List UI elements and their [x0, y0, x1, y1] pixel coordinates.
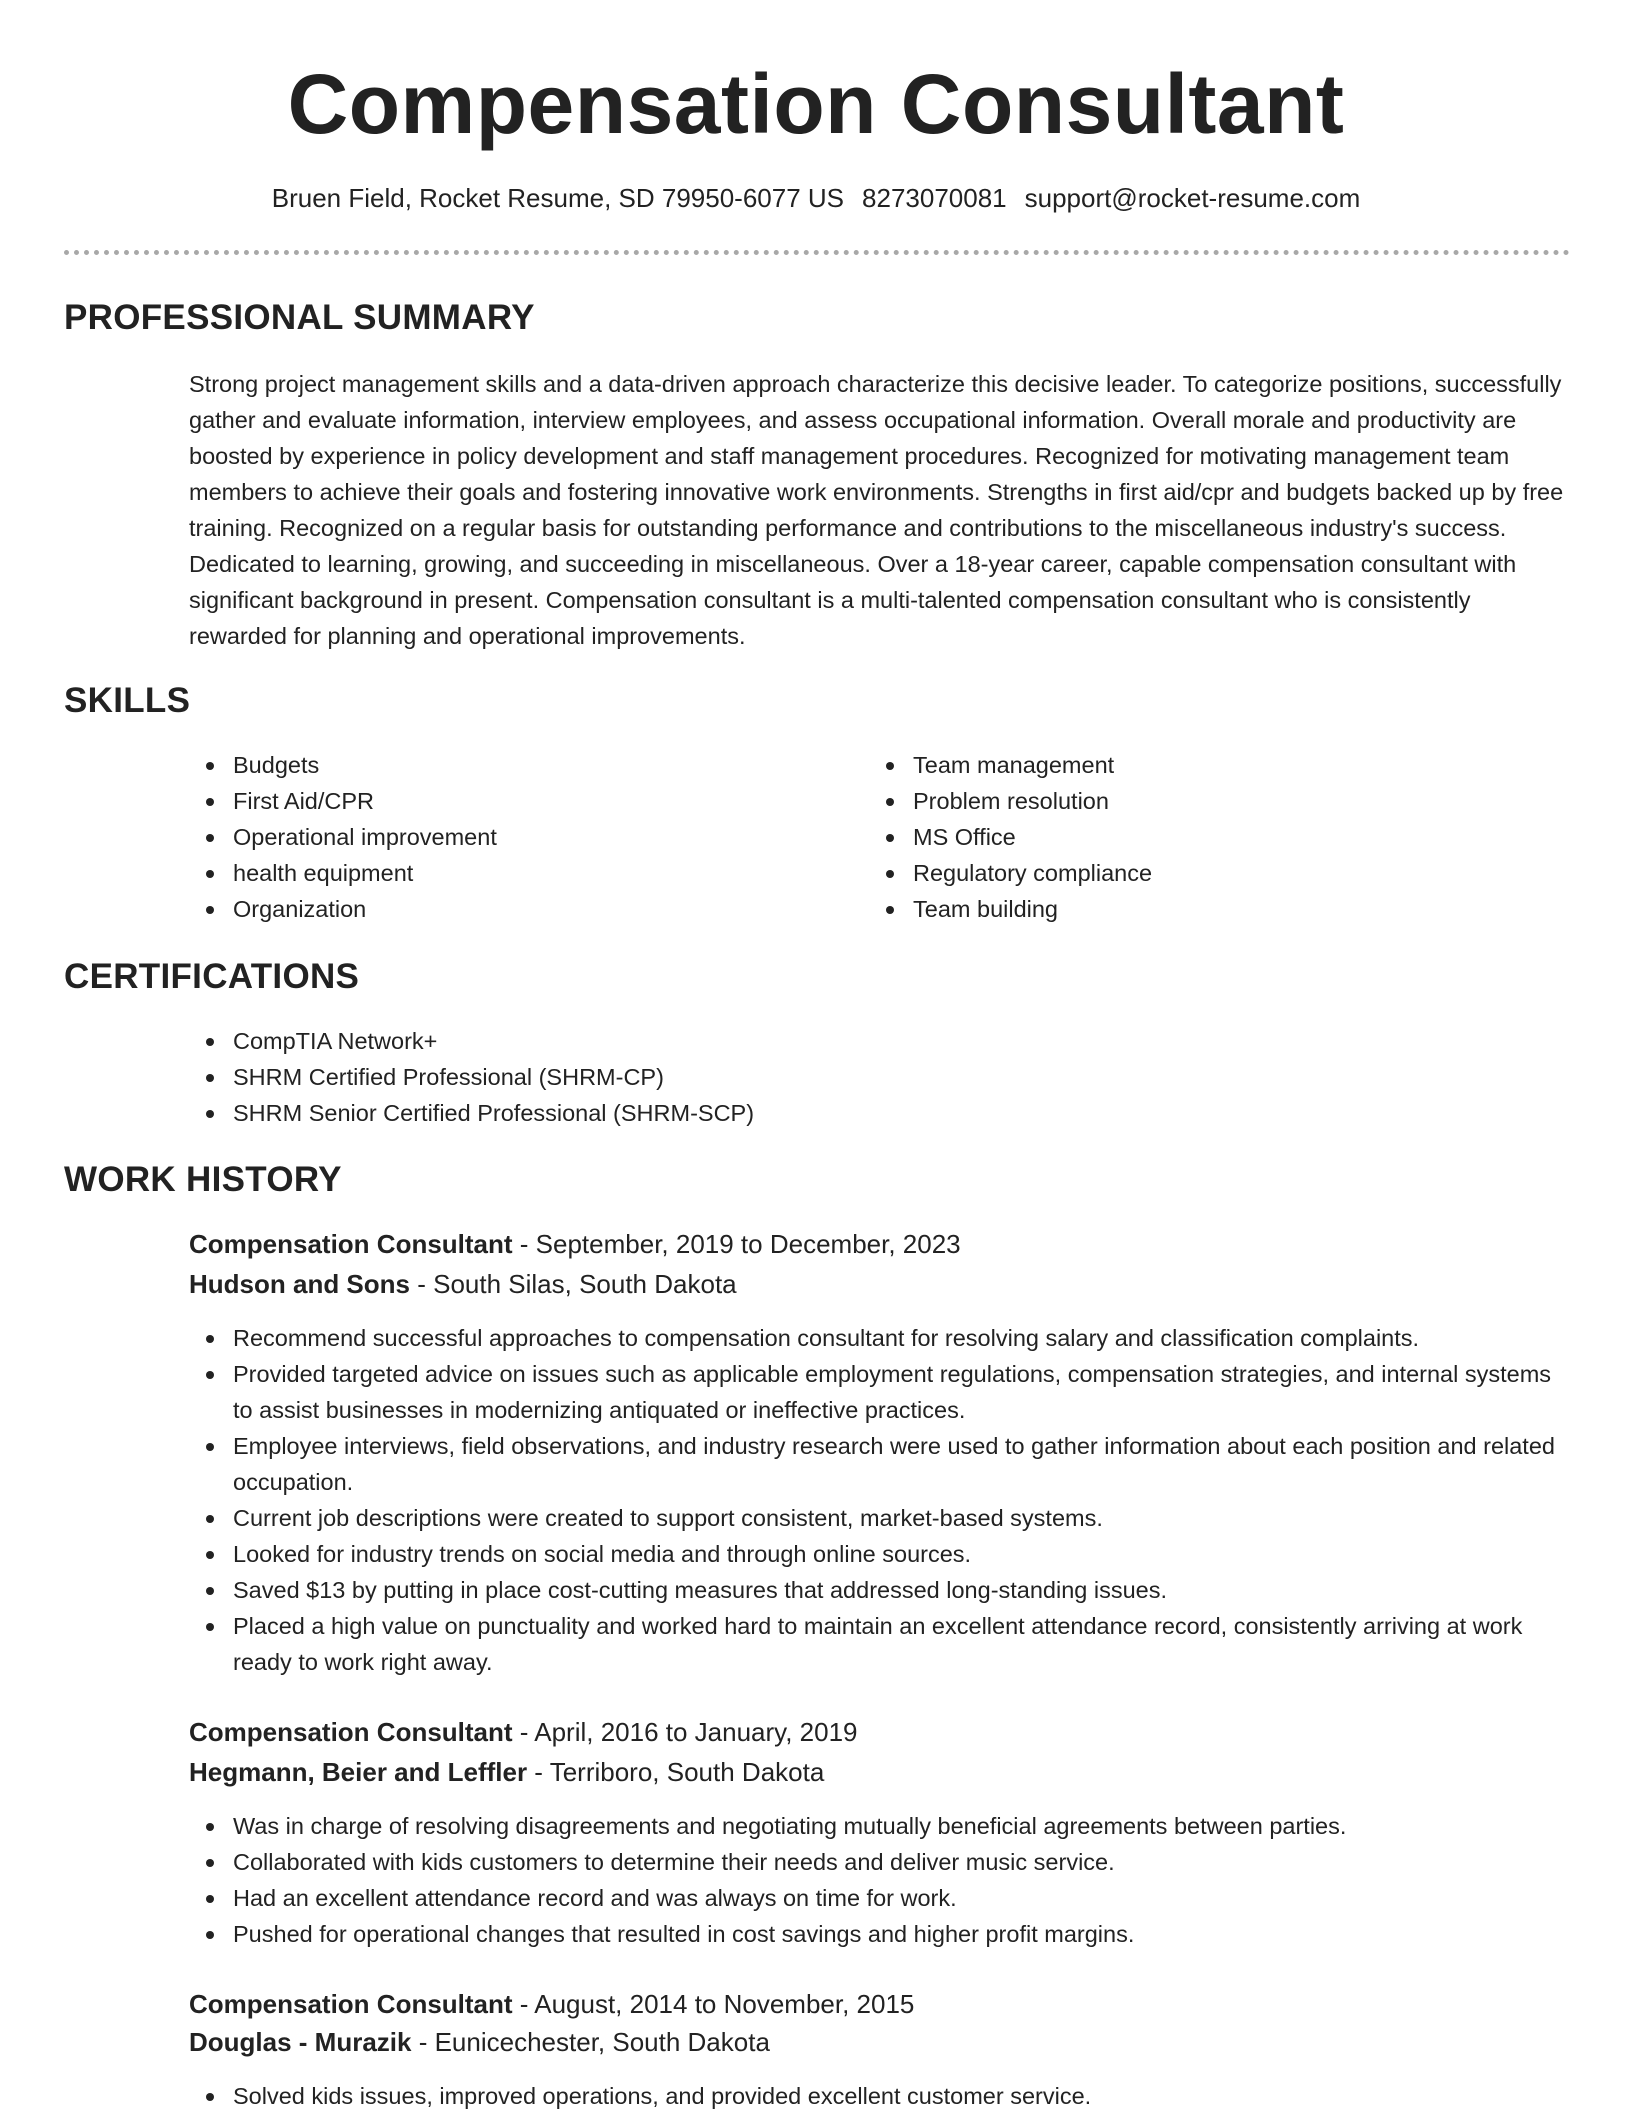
- job-dates: - August, 2014 to November, 2015: [512, 1989, 915, 2019]
- summary-heading: PROFESSIONAL SUMMARY: [64, 298, 535, 337]
- job-dates: - September, 2019 to December, 2023: [512, 1229, 961, 1259]
- skill-item: Operational improvement: [189, 819, 829, 855]
- header-divider: [64, 250, 1570, 255]
- work-history-heading: WORK HISTORY: [64, 1160, 342, 1199]
- skill-item: Budgets: [189, 747, 829, 783]
- job-dates: - April, 2016 to January, 2019: [512, 1717, 858, 1747]
- skill-item: health equipment: [189, 855, 829, 891]
- contact-phone: 8273070081: [862, 183, 1007, 213]
- summary-text: Strong project management skills and a data-driven approach characterize this decisive leader. To categorize positions, successfully gather and evaluate information, interview employees, and assess occupational information. Overall morale and productivity are boosted by experience in policy development and staff management procedures. Recognized for motivating management team members to achieve their goals and fostering innovative work environments. Strengths in first aid/cpr and budgets backed up by free training. Recognized on a regular basis for outstanding performance and contributions to the miscellaneous industry's success. Dedicated to learning, growing, and succeeding in miscellaneous. Over a 18-year career, capable compensation consultant with significant background in present. Compensation consultant is a multi-talented compensation consultant who is consistently rewarded for planning and operational improvements.: [189, 371, 1564, 649]
- resume-title: Compensation Consultant: [287, 57, 1345, 151]
- skill-item: Team building: [869, 891, 1509, 927]
- skills-list-left: [189, 747, 829, 927]
- job-bullet: Pushed for operational changes that resulted in cost savings and higher profit margins.: [189, 1916, 1569, 1952]
- job-location: - Eunicechester, South Dakota: [411, 2027, 770, 2057]
- skill-item: MS Office: [869, 819, 1509, 855]
- contact-line: [0, 180, 1632, 216]
- skill-item: Regulatory compliance: [869, 855, 1509, 891]
- skill-item: Organization: [189, 891, 829, 927]
- job-company: Hegmann, Beier and Leffler: [189, 1757, 528, 1787]
- contact-email[interactable]: support@rocket-resume.com: [1024, 183, 1361, 213]
- job-bullet: Solved kids issues, improved operations, and provided excellent customer service.: [189, 2078, 1569, 2112]
- job-title-line: [189, 1714, 858, 1750]
- job-bullet: Had an excellent attendance record and was always on time for work.: [189, 1880, 1569, 1916]
- job-bullet: Recommend successful approaches to compensation consultant for resolving salary and classification complaints.: [189, 1320, 1569, 1356]
- job-title: Compensation Consultant: [189, 1717, 513, 1747]
- job-company-line: [189, 1754, 824, 1790]
- skill-item: Team management: [869, 747, 1509, 783]
- job-title: Compensation Consultant: [189, 1229, 513, 1259]
- certifications-list: [189, 1023, 1569, 1131]
- skill-item: Problem resolution: [869, 783, 1509, 819]
- certification-item: CompTIA Network+: [189, 1023, 1569, 1059]
- certification-item: SHRM Certified Professional (SHRM-CP): [189, 1059, 1569, 1095]
- job-title-line: [189, 1226, 961, 1262]
- skills-list-right: [869, 747, 1509, 927]
- job-title: Compensation Consultant: [189, 1989, 513, 2019]
- job-bullets: [189, 1320, 1569, 1680]
- job-company: Douglas - Murazik: [189, 2027, 412, 2057]
- job-bullet: Current job descriptions were created to support consistent, market-based systems.: [189, 1500, 1569, 1536]
- job-bullets: [189, 1808, 1569, 1952]
- job-bullet: Was in charge of resolving disagreements and negotiating mutually beneficial agreements between parties.: [189, 1808, 1569, 1844]
- job-bullet: Provided targeted advice on issues such as applicable employment regulations, compensation strategies, and internal systems to assist businesses in modernizing antiquated or ineffective practices.: [189, 1356, 1569, 1428]
- job-bullet: Placed a high value on punctuality and worked hard to maintain an excellent attendance record, consistently arriving at work ready to work right away.: [189, 1608, 1569, 1680]
- certifications-heading: CERTIFICATIONS: [64, 957, 360, 996]
- contact-address: Bruen Field, Rocket Resume, SD 79950-6077 US: [271, 183, 845, 213]
- skill-item: First Aid/CPR: [189, 783, 829, 819]
- job-company-line: [189, 1266, 737, 1302]
- job-title-line: [189, 1986, 914, 2022]
- job-bullet: Employee interviews, field observations, and industry research were used to gather information about each position and related occupation.: [189, 1428, 1569, 1500]
- job-bullet: Collaborated with kids customers to determine their needs and deliver music service.: [189, 1844, 1569, 1880]
- job-company: Hudson and Sons: [189, 1269, 410, 1299]
- job-bullet: Saved $13 by putting in place cost-cutting measures that addressed long-standing issues.: [189, 1572, 1569, 1608]
- job-company-line: [189, 2024, 770, 2060]
- job-location: - South Silas, South Dakota: [410, 1269, 737, 1299]
- skills-heading: SKILLS: [64, 681, 191, 720]
- job-bullets: [189, 2078, 1569, 2112]
- job-bullet: Looked for industry trends on social media and through online sources.: [189, 1536, 1569, 1572]
- certification-item: SHRM Senior Certified Professional (SHRM-SCP): [189, 1095, 1569, 1131]
- job-location: - Terriboro, South Dakota: [527, 1757, 825, 1787]
